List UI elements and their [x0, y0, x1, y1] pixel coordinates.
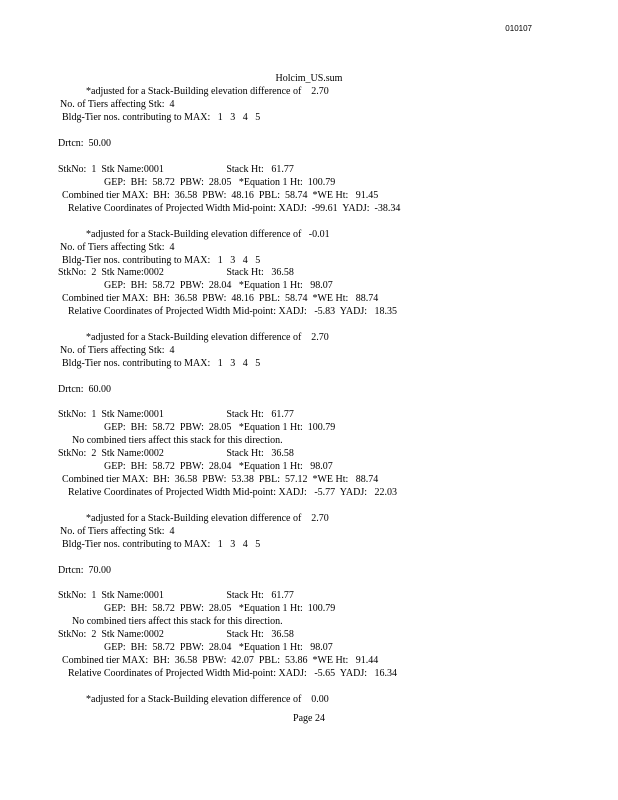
text-line: No. of Tiers affecting Stk: 4 — [60, 242, 175, 253]
document-id: 010107 — [505, 24, 532, 33]
page-number: Page 24 — [293, 713, 325, 724]
text-line: No. of Tiers affecting Stk: 4 — [60, 526, 175, 537]
text-line: StkNo: 2 Stk Name:0002 Stack Ht: 36.58 — [58, 629, 294, 640]
text-line: StkNo: 1 Stk Name:0001 Stack Ht: 61.77 — [58, 409, 294, 420]
text-line: Relative Coordinates of Projected Width Mid-point: XADJ: -5.65 YADJ: 16.34 — [68, 668, 398, 679]
text-line: Relative Coordinates of Projected Width Mid-point: XADJ: -99.61 YADJ: -38.34 — [68, 203, 401, 214]
text-line: *adjusted for a Stack-Building elevation difference of 2.70 — [86, 513, 329, 524]
text-line: Combined tier MAX: BH: 36.58 PBW: 48.16 PBL: 58.74 *WE Ht: 88.74 — [62, 293, 379, 304]
text-line: Bldg-Tier nos. contributing to MAX: 1 3 4 5 — [62, 358, 261, 369]
text-line: Combined tier MAX: BH: 36.58 PBW: 48.16 PBL: 58.74 *WE Ht: 91.45 — [62, 190, 379, 201]
text-line: *adjusted for a Stack-Building elevation difference of 0.00 — [86, 694, 329, 705]
text-line: GEP: BH: 58.72 PBW: 28.04 *Equation 1 Ht: 98.07 — [104, 280, 333, 291]
text-line: GEP: BH: 58.72 PBW: 28.05 *Equation 1 Ht: 100.79 — [104, 603, 336, 614]
text-line: Bldg-Tier nos. contributing to MAX: 1 3 4 5 — [62, 255, 261, 266]
text-line: Relative Coordinates of Projected Width Mid-point: XADJ: -5.77 YADJ: 22.03 — [68, 487, 398, 498]
document-title: Holcim_US.sum — [275, 73, 343, 84]
text-line: Drtcn: 60.00 — [58, 384, 112, 395]
text-line: Combined tier MAX: BH: 36.58 PBW: 53.38 PBL: 57.12 *WE Ht: 88.74 — [62, 474, 379, 485]
text-line: *adjusted for a Stack-Building elevation difference of 2.70 — [86, 86, 329, 97]
text-line: *adjusted for a Stack-Building elevation difference of -0.01 — [86, 229, 330, 240]
text-line: Drtcn: 70.00 — [58, 565, 112, 576]
text-line: GEP: BH: 58.72 PBW: 28.04 *Equation 1 Ht: 98.07 — [104, 642, 333, 653]
text-line: *adjusted for a Stack-Building elevation difference of 2.70 — [86, 332, 329, 343]
text-line: Drtcn: 50.00 — [58, 138, 112, 149]
text-line: StkNo: 1 Stk Name:0001 Stack Ht: 61.77 — [58, 590, 294, 601]
text-line: Relative Coordinates of Projected Width Mid-point: XADJ: -5.83 YADJ: 18.35 — [68, 306, 398, 317]
text-line: No. of Tiers affecting Stk: 4 — [60, 345, 175, 356]
text-line: GEP: BH: 58.72 PBW: 28.05 *Equation 1 Ht: 100.79 — [104, 177, 336, 188]
text-line: No. of Tiers affecting Stk: 4 — [60, 99, 175, 110]
text-line: StkNo: 1 Stk Name:0001 Stack Ht: 61.77 — [58, 164, 294, 175]
text-line: Bldg-Tier nos. contributing to MAX: 1 3 4 5 — [62, 539, 261, 550]
text-line: StkNo: 2 Stk Name:0002 Stack Ht: 36.58 — [58, 448, 294, 459]
text-line: GEP: BH: 58.72 PBW: 28.04 *Equation 1 Ht: 98.07 — [104, 461, 333, 472]
text-line: No combined tiers affect this stack for this direction. — [72, 616, 283, 627]
text-line: Bldg-Tier nos. contributing to MAX: 1 3 4 5 — [62, 112, 261, 123]
text-line: GEP: BH: 58.72 PBW: 28.05 *Equation 1 Ht: 100.79 — [104, 422, 336, 433]
text-line: No combined tiers affect this stack for this direction. — [72, 435, 283, 446]
text-line: Combined tier MAX: BH: 36.58 PBW: 42.07 PBL: 53.86 *WE Ht: 91.44 — [62, 655, 379, 666]
text-line: StkNo: 2 Stk Name:0002 Stack Ht: 36.58 — [58, 267, 294, 278]
